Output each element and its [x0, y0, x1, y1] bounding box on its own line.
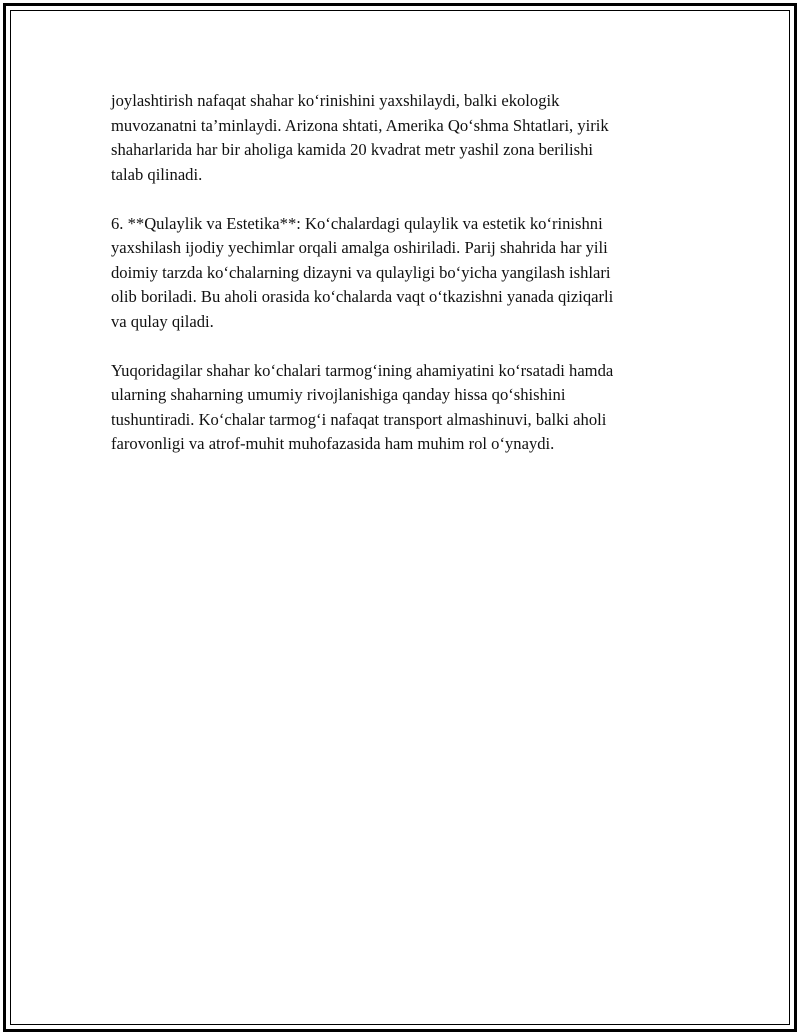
- text-line: ularning shaharning umumiy rivojlanishiga qanday hissa qo‘shishini: [111, 385, 566, 404]
- text-line: olib boriladi. Bu aholi orasida ko‘chalarda vaqt o‘tkazishni yanada qiziqarli: [111, 287, 614, 306]
- paragraph-comfort-aesthetics: [111, 212, 681, 335]
- text-line: doimiy tarzda ko‘chalarning dizayni va qulayligi bo‘yicha yangilash ishlari: [111, 262, 611, 282]
- document-body: [111, 89, 681, 481]
- paragraph-green-zones: [111, 89, 681, 187]
- text-line: muvozanatni ta’minlaydi. Arizona shtati, Amerika Qo‘shma Shtatlari, yirik: [111, 115, 609, 135]
- paragraph-conclusion: [111, 359, 681, 457]
- text-line: yaxshilash ijodiy yechimlar orqali amalga oshiriladi. Parij shahrida har yili: [111, 238, 608, 257]
- text-line: va qulay qiladi.: [111, 311, 214, 331]
- text-line: farovonligi va atrof-muhit muhofazasida ham muhim rol o‘ynaydi.: [111, 434, 555, 453]
- text-line: shaharlarida har bir aholiga kamida 20 kvadrat metr yashil zona berilishi: [111, 140, 593, 159]
- text-line: 6. **Qulaylik va Estetika**: Ko‘chalardagi qulaylik va estetik ko‘rinishni: [111, 213, 603, 233]
- text-line: talab qilinadi.: [111, 164, 203, 184]
- text-line: Yuqoridagilar shahar ko‘chalari tarmog‘ining ahamiyatini ko‘rsatadi hamda: [111, 360, 614, 380]
- text-line: joylashtirish nafaqat shahar ko‘rinishini yaxshilaydi, balki ekologik: [111, 91, 560, 110]
- text-line: tushuntiradi. Ko‘chalar tarmog‘i nafaqat transport almashinuvi, balki aholi: [111, 409, 607, 429]
